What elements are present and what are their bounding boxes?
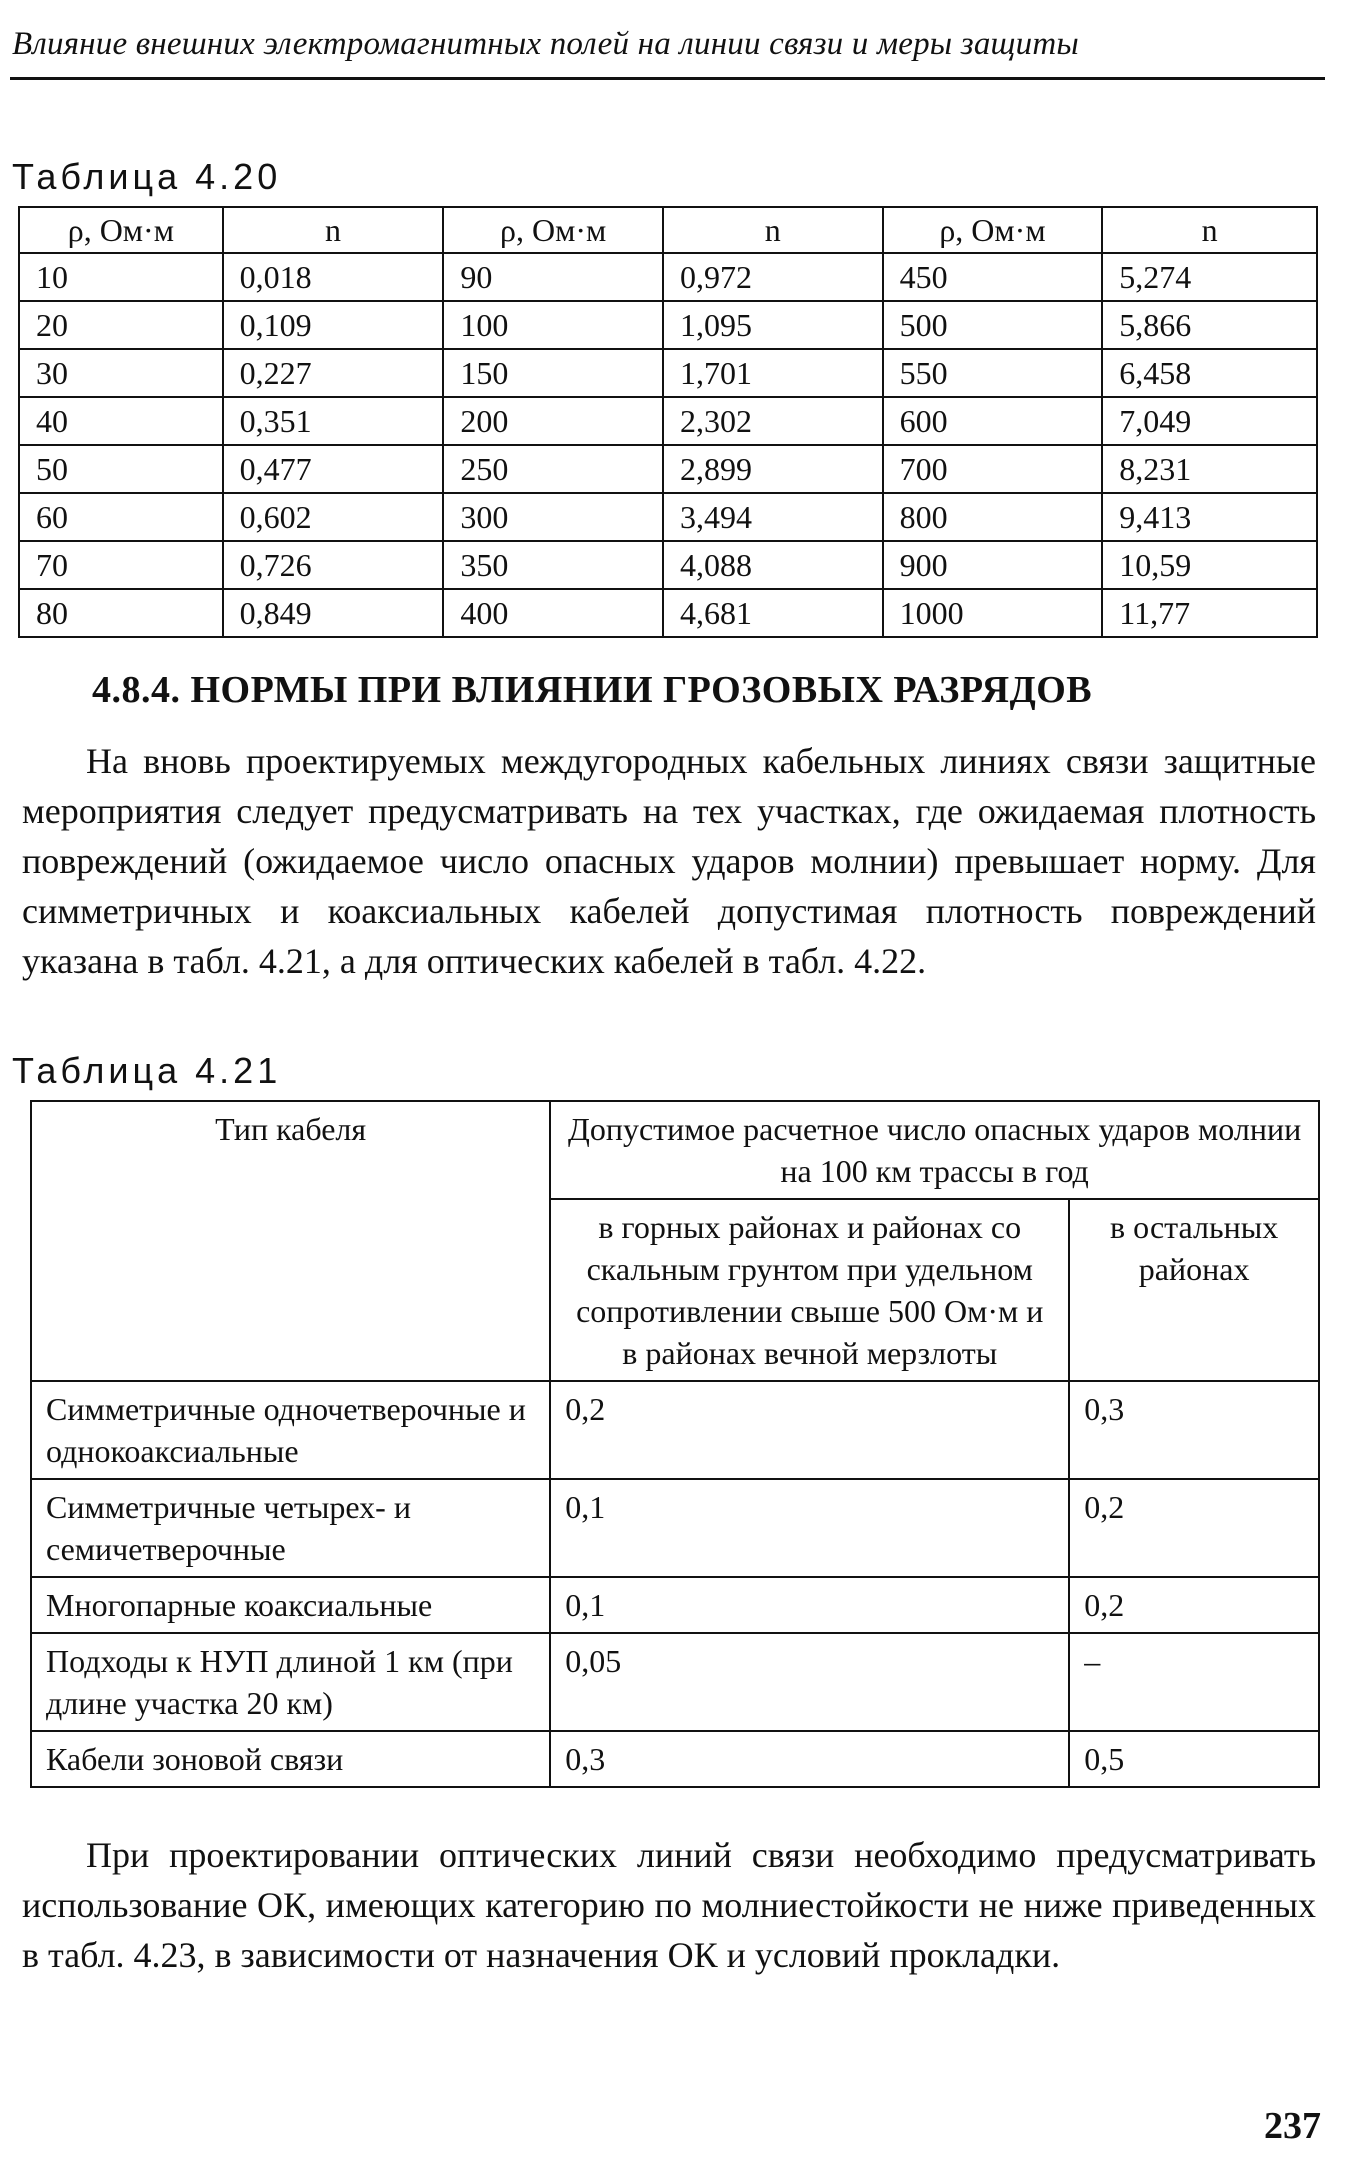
table-cell: 550 (883, 349, 1103, 397)
table-row (19, 541, 1317, 589)
table-cell: 0,849 (223, 589, 444, 637)
table-cell: Подходы к НУП длиной 1 км (при длине участка 20 км) (31, 1633, 550, 1731)
table-cell: 2,302 (663, 397, 883, 445)
table-cell: 40 (19, 397, 223, 445)
table-cell: 0,2 (1069, 1479, 1319, 1577)
table-cell: 0,2 (550, 1381, 1069, 1479)
table-cell: 0,972 (663, 253, 883, 301)
table-cell: 5,866 (1102, 301, 1317, 349)
table-row (31, 1577, 1319, 1633)
table-row (19, 589, 1317, 637)
table-cell: 300 (443, 493, 663, 541)
header-n-3: n (1102, 207, 1317, 253)
table-cell: 1000 (883, 589, 1103, 637)
table-cell: Кабели зоновой связи (31, 1731, 550, 1787)
section-title: 4.8.4. НОРМЫ ПРИ ВЛИЯНИИ ГРОЗОВЫХ РАЗРЯДОВ (92, 669, 1093, 711)
header-n-2: n (663, 207, 883, 253)
table-cell: 10,59 (1102, 541, 1317, 589)
header-n-1: n (223, 207, 444, 253)
table-cell: 350 (443, 541, 663, 589)
table-cell: 0,2 (1069, 1577, 1319, 1633)
table-cell: 0,018 (223, 253, 444, 301)
table-cell: 11,77 (1102, 589, 1317, 637)
page-number: 237 (1264, 2105, 1321, 2147)
table-row (31, 1633, 1319, 1731)
table-cell: 900 (883, 541, 1103, 589)
table-cell: 4,681 (663, 589, 883, 637)
table-cell: 1,095 (663, 301, 883, 349)
header-rho-2: ρ, Ом·м (443, 207, 663, 253)
table-cell: – (1069, 1633, 1319, 1731)
table-cell: 600 (883, 397, 1103, 445)
table-cell: 0,109 (223, 301, 444, 349)
table-row (19, 445, 1317, 493)
table-cell: 4,088 (663, 541, 883, 589)
table-4-20-caption: Таблица 4.20 (12, 156, 282, 197)
table-cell: 8,231 (1102, 445, 1317, 493)
table-cell: 0,3 (1069, 1381, 1319, 1479)
table-header-row (31, 1101, 1319, 1199)
table-cell: 50 (19, 445, 223, 493)
header-rho-3: ρ, Ом·м (883, 207, 1103, 253)
table-cell: 80 (19, 589, 223, 637)
table-cell: 2,899 (663, 445, 883, 493)
header-rule (10, 77, 1325, 80)
header-other-regions: в остальных районах (1069, 1199, 1319, 1381)
table-cell: 0,5 (1069, 1731, 1319, 1787)
table-cell: 800 (883, 493, 1103, 541)
table-cell: 0,602 (223, 493, 444, 541)
table-cell: Симметричные четырех- и семичетверочные (31, 1479, 550, 1577)
table-row (19, 349, 1317, 397)
table-row (19, 253, 1317, 301)
header-cable-type: Тип кабеля (31, 1101, 550, 1381)
table-cell: 0,477 (223, 445, 444, 493)
table-row (19, 397, 1317, 445)
table-cell: 0,351 (223, 397, 444, 445)
paragraph-2: При проектировании оптических линий связи необходимо предусматривать использование ОК, имеющих категорию по молниестойкости не ниже приведенных в табл. 4.23, в зависимости от назначения ОК и условий прокладки. (22, 1835, 1316, 1975)
table-cell: 100 (443, 301, 663, 349)
table-cell: 150 (443, 349, 663, 397)
table-cell: 1,701 (663, 349, 883, 397)
header-mountain-regions: в горных районах и районах со скальным грунтом при удельном сопротивлении свыше 500 Ом·м и в районах вечной мерзлоты (550, 1199, 1069, 1381)
table-cell: 450 (883, 253, 1103, 301)
table-cell: 30 (19, 349, 223, 397)
table-cell: 500 (883, 301, 1103, 349)
table-cell: 250 (443, 445, 663, 493)
table-cell: 0,05 (550, 1633, 1069, 1731)
table-cell: 0,726 (223, 541, 444, 589)
table-cell: 6,458 (1102, 349, 1317, 397)
table-4-20 (18, 206, 1318, 638)
table-cell: 0,1 (550, 1577, 1069, 1633)
table-row (19, 493, 1317, 541)
table-cell: 400 (443, 589, 663, 637)
running-head: Влияние внешних электромагнитных полей на линии связи и меры защиты (12, 26, 1079, 62)
table-cell: 60 (19, 493, 223, 541)
table-cell: 3,494 (663, 493, 883, 541)
table-header-row (19, 207, 1317, 253)
table-cell: Многопарные коаксиальные (31, 1577, 550, 1633)
table-cell: 0,227 (223, 349, 444, 397)
table-cell: 0,3 (550, 1731, 1069, 1787)
table-cell: 90 (443, 253, 663, 301)
table-cell: 70 (19, 541, 223, 589)
table-cell: 9,413 (1102, 493, 1317, 541)
table-cell: 20 (19, 301, 223, 349)
table-cell: 7,049 (1102, 397, 1317, 445)
table-row (31, 1381, 1319, 1479)
paragraph-1: На вновь проектируемых междугородных кабельных линиях связи защитные мероприятия следует предусматривать на тех участках, где ожидаемая плотность повреждений (ожидаемое число опасных ударов молнии) превышает норму. Для симметричных и коаксиальных кабелей допустимая плотность повреждений указана в табл. 4.21, а для оптических кабелей в табл. 4.22. (22, 741, 1316, 981)
table-cell: 5,274 (1102, 253, 1317, 301)
table-cell: 10 (19, 253, 223, 301)
table-row (31, 1479, 1319, 1577)
table-4-21 (30, 1100, 1320, 1788)
table-row (19, 301, 1317, 349)
header-allowed-strikes: Допустимое расчетное число опасных ударов молнии на 100 км трассы в год (550, 1101, 1319, 1199)
header-rho-1: ρ, Ом·м (19, 207, 223, 253)
table-row (31, 1731, 1319, 1787)
table-4-21-caption: Таблица 4.21 (12, 1050, 282, 1091)
table-cell: Симметричные одночетверочные и однокоаксиальные (31, 1381, 550, 1479)
table-cell: 200 (443, 397, 663, 445)
table-cell: 700 (883, 445, 1103, 493)
table-cell: 0,1 (550, 1479, 1069, 1577)
